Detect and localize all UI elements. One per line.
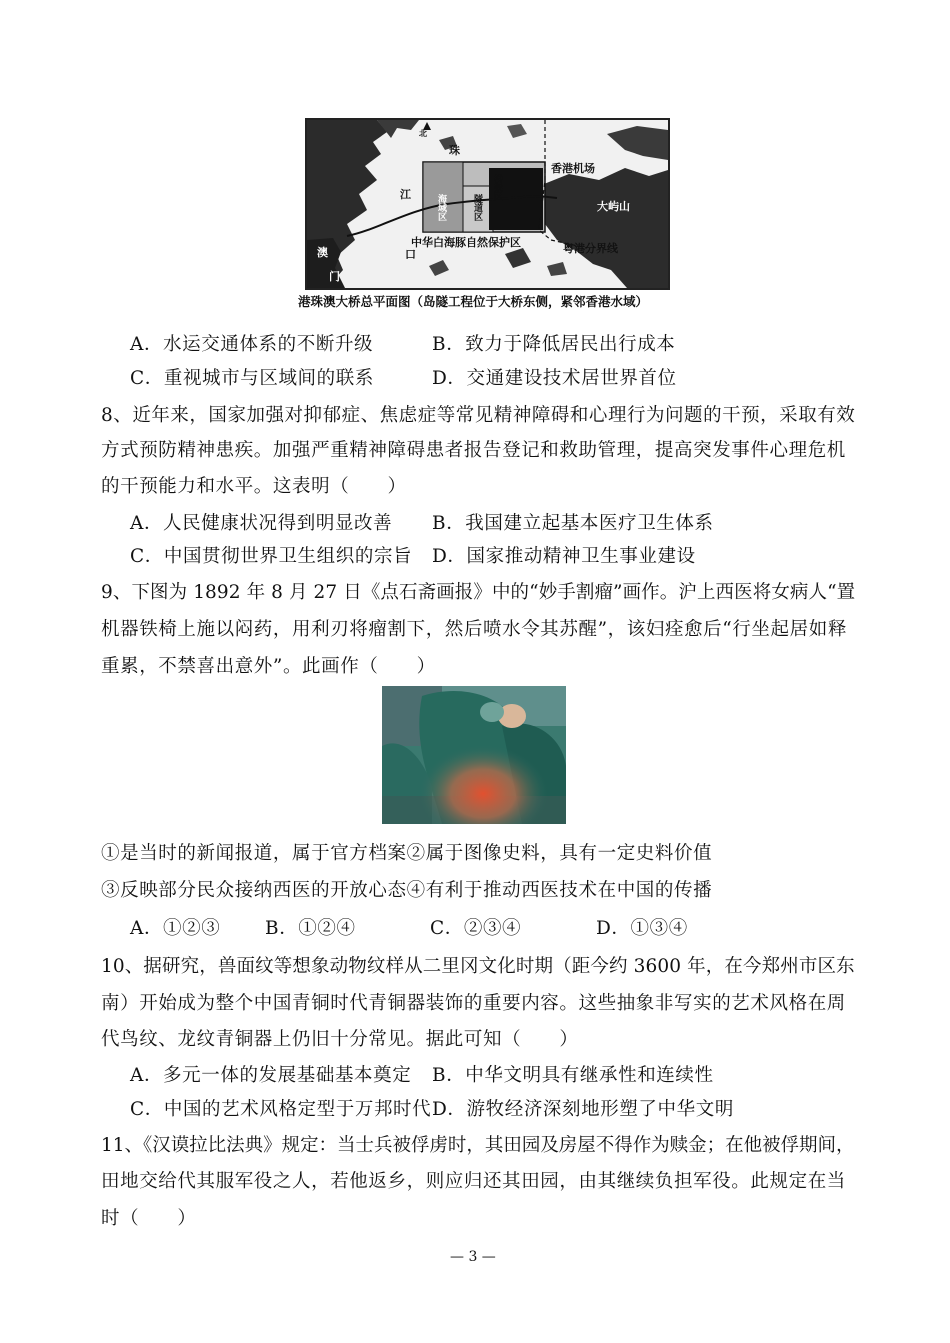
q8-option-d: D．国家推动精神卫生事业建设 [432, 546, 696, 567]
q10-option-c: C．中国的艺术风格定型于万邦时代 [130, 1099, 432, 1120]
map-label-kou: 口 [405, 248, 416, 261]
q8-stem-line-3: 的干预能力和水平。这表明（ ） [101, 476, 407, 497]
q10-stem-line-3: 代鸟纹、龙纹青铜器上仍旧十分常见。据此可知（ ） [101, 1029, 579, 1050]
q7-option-a: A．水运交通体系的不断升级 [130, 334, 374, 355]
q8-option-a: A．人民健康状况得到明显改善 [130, 513, 393, 534]
surgery-photo-graphic [382, 686, 566, 824]
q11-stem-line-1: 11、《汉谟拉比法典》规定：当士兵被俘虏时，其田园及房屋不得作为赎金；在他被俘期间， [101, 1135, 855, 1156]
map-label-dolphin-reserve: 中华白海豚自然保护区 [411, 236, 521, 249]
map-label-jiang: 江 [400, 188, 411, 201]
map-label-ao: 澳 [317, 246, 328, 259]
q7-option-b: B．致力于降低居民出行成本 [432, 334, 676, 355]
q10-option-d: D．游牧经济深刻地形塑了中华文明 [432, 1099, 734, 1120]
q9-option-c: C．②③④ [430, 918, 522, 939]
q9-option-d: D．①③④ [596, 918, 688, 939]
q8-option-b: B．我国建立起基本医疗卫生体系 [432, 513, 714, 534]
map-label-men: 门 [329, 270, 340, 283]
q7-option-c: C．重视城市与区域间的联系 [130, 368, 374, 389]
q9-stem-line-2: 机器铁椅上施以闷药，用利刃将瘤割下，然后喷水令其苏醒”，该妇痊愈后“行坐起居如释 [101, 619, 847, 640]
q9-statements-line-1: ①是当时的新闻报道，属于官方档案②属于图像史料，具有一定史料价值 [101, 843, 713, 864]
map-label-boundary: 粤港分界线 [563, 242, 618, 255]
q10-stem-line-2: 南）开始成为整个中国青铜时代青铜器装饰的重要内容。这些抽象非写实的艺术风格在周 [101, 993, 846, 1014]
map-label-zhu: 珠 [449, 144, 460, 157]
q10-stem-line-1: 10、据研究，兽面纹等想象动物纹样从二里冈文化时期（距今约 3600 年，在今郑州市区东 [101, 956, 855, 977]
map-label-hk-airport: 香港机场 [551, 162, 595, 175]
q11-stem-line-2: 田地交给代其服军役之人，若他返乡，则应归还其田园，由其继续负担军役。此规定在当 [101, 1171, 846, 1192]
q11-stem-line-3: 时（ ） [101, 1208, 197, 1229]
surgery-photo [382, 686, 566, 824]
q8-stem-line-1: 8、近年来，国家加强对抑郁症、焦虑症等常见精神障碍和心理行为问题的干预，采取有效 [101, 405, 856, 426]
q7-option-d: D．交通建设技术居世界首位 [432, 368, 677, 389]
bridge-map-figure [305, 118, 670, 290]
map-label-zone1: 海域区 [436, 194, 446, 221]
q8-stem-line-2: 方式预防精神患疾。加强严重精神障碍患者报告登记和救助管理，提高突发事件心理危机 [101, 440, 846, 461]
map-label-zone3: 桥梁区 [492, 174, 502, 201]
map-caption: 港珠澳大桥总平面图（岛隧工程位于大桥东侧，紧邻香港水域） [298, 294, 649, 309]
map-label-zone2: 隧道区 [472, 194, 482, 221]
q9-option-a: A．①②③ [130, 918, 221, 939]
q10-option-b: B．中华文明具有继承性和连续性 [432, 1065, 714, 1086]
page-number: — 3 — [450, 1249, 496, 1265]
q10-option-a: A．多元一体的发展基础基本奠定 [130, 1065, 412, 1086]
q8-option-c: C．中国贯彻世界卫生组织的宗旨 [130, 546, 413, 567]
map-label-dayushan: 大屿山 [597, 200, 630, 213]
map-north-label: 北 [419, 129, 427, 138]
q9-stem-line-1: 9、下图为 1892 年 8 月 27 日《点石斋画报》中的“妙手割瘤”画作。沪上西医将女病人“置 [101, 582, 856, 603]
q9-option-b: B．①②④ [265, 918, 356, 939]
q9-statements-line-2: ③反映部分民众接纳西医的开放心态④有利于推动西医技术在中国的传播 [101, 880, 713, 901]
q9-stem-line-3: 重累，不禁喜出意外”。此画作（ ） [101, 656, 436, 677]
